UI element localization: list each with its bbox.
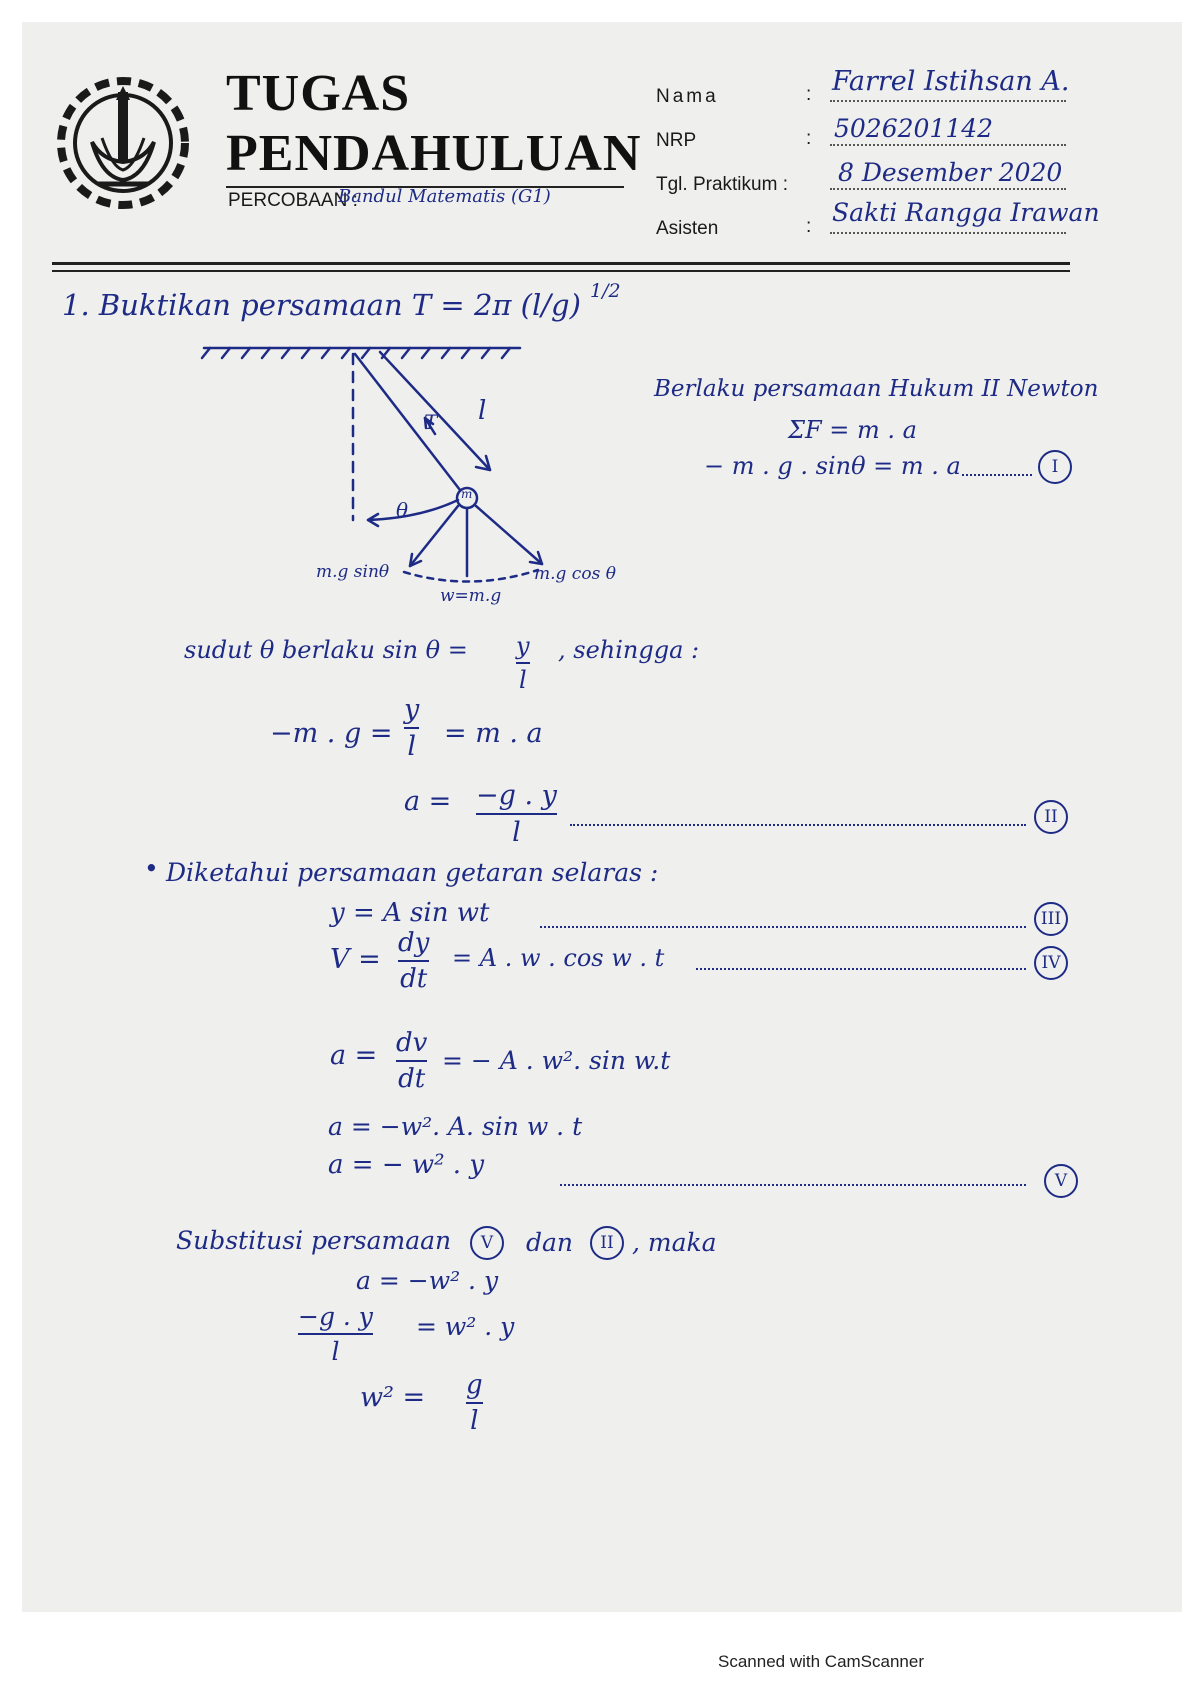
eq2-den: l <box>512 817 521 848</box>
subst-tag-II: II <box>590 1226 624 1260</box>
v-den: dt <box>400 964 428 994</box>
eq2-num: −g . y <box>476 780 557 811</box>
v-num: dy <box>398 928 430 958</box>
fraction-bar <box>298 1333 373 1335</box>
tag-IV: IV <box>1034 946 1068 980</box>
v-dots <box>696 968 1026 970</box>
getaran-text: Diketahui persamaan getaran selaras : <box>166 858 659 887</box>
s3-left: w² = <box>360 1382 426 1413</box>
fraction-bar <box>476 813 557 815</box>
s3-fraction <box>466 1370 483 1436</box>
sudut-den: l <box>518 666 527 694</box>
diagram-label-mg-sin: m.g sinθ <box>316 562 390 582</box>
a1-num: dv <box>396 1028 428 1058</box>
header-double-rule-bottom <box>52 270 1070 272</box>
eq2-dots <box>570 824 1026 826</box>
diagram-label-w: w=m.g <box>440 586 502 606</box>
tag-II: II <box>1034 800 1068 834</box>
camscanner-watermark: Scanned with CamScanner <box>718 1652 925 1671</box>
tgl-label: Tgl. Praktikum : <box>656 174 788 195</box>
diagram-label-theta: θ <box>396 498 409 522</box>
fraction-bar <box>398 960 429 962</box>
fraction-bar <box>466 1402 483 1404</box>
s1-equation: a = −w² . y <box>356 1266 499 1295</box>
nrp-line <box>830 144 1066 146</box>
eq1-right: = m . a <box>444 718 543 749</box>
subst-maka: , maka <box>632 1228 717 1257</box>
eq1-num: y <box>404 694 420 725</box>
asisten-label: Asisten <box>656 218 719 239</box>
paper-sheet <box>22 22 1182 1612</box>
diagram-label-l: l <box>478 396 487 426</box>
a2-equation: a = −w². A. sin w . t <box>328 1112 583 1141</box>
diagram-label-T: T <box>424 410 438 434</box>
a1-left: a = <box>330 1040 378 1071</box>
tgl-value: 8 Desember 2020 <box>838 158 1063 187</box>
eq1-fraction <box>404 694 419 762</box>
nama-colon: : <box>806 84 812 105</box>
eq2-fraction <box>476 780 557 848</box>
header-title-line2: PENDAHULUAN <box>226 125 642 182</box>
y-equation: y = A sin wt <box>330 898 490 928</box>
percobaan-value: Bandul Matematis (G1) <box>338 186 551 207</box>
s3-den: l <box>470 1406 479 1436</box>
v-right: = A . w . cos w . t <box>452 944 665 972</box>
question-text: 1. Buktikan persamaan T = 2π (l/g) <box>62 288 581 322</box>
a3-dots <box>560 1184 1026 1186</box>
fraction-bar <box>404 727 419 729</box>
y-dots <box>540 926 1026 928</box>
v-fraction <box>398 928 429 994</box>
nama-value: Farrel Istihsan A. <box>832 66 1070 97</box>
newton-line2: ΣF = m . a <box>788 416 917 444</box>
percobaan-label: PERCOBAAN : <box>228 190 358 211</box>
newton-dots <box>962 474 1032 476</box>
nrp-label: NRP <box>656 130 697 151</box>
fraction-bar <box>396 1060 427 1062</box>
s3-num: g <box>466 1370 483 1400</box>
header-title-line1: TUGAS <box>226 65 411 122</box>
eq1-left: −m . g = <box>270 718 393 749</box>
its-logo <box>52 72 194 214</box>
tag-I: I <box>1038 450 1072 484</box>
sudut-post: , sehingga : <box>558 636 700 664</box>
sudut-text: sudut θ berlaku sin θ = <box>184 636 468 664</box>
sudut-fraction <box>516 632 530 694</box>
subst-text: Substitusi persamaan <box>176 1226 452 1255</box>
nrp-value: 5026201142 <box>834 114 994 143</box>
eq2-left: a = <box>404 786 452 817</box>
nama-line <box>830 100 1066 102</box>
diagram-label-mg-cos: m.g cos θ <box>534 564 616 584</box>
tag-V: V <box>1044 1164 1078 1198</box>
a3-equation: a = − w² . y <box>328 1150 485 1180</box>
fraction-bar <box>516 662 530 664</box>
asisten-line <box>830 232 1066 234</box>
newton-line3: − m . g . sinθ = m . a <box>704 452 961 480</box>
s2-fraction <box>298 1302 373 1366</box>
asisten-colon: : <box>806 216 812 237</box>
s2-den: l <box>331 1337 340 1366</box>
a1-den: dt <box>398 1064 426 1094</box>
a1-right: = − A . w². sin w.t <box>442 1046 671 1075</box>
newton-line1: Berlaku persamaan Hukum II Newton <box>654 376 1099 402</box>
diagram-label-m: m <box>461 487 473 501</box>
tag-III: III <box>1034 902 1068 936</box>
s2-num: −g . y <box>298 1302 373 1331</box>
sudut-num: y <box>516 632 530 660</box>
header-double-rule-top <box>52 262 1070 265</box>
nrp-colon: : <box>806 128 812 149</box>
s2-right: = w² . y <box>416 1312 515 1341</box>
eq1-den: l <box>407 731 416 762</box>
question-exponent: 1/2 <box>590 280 621 302</box>
getaran-bullet: • <box>144 854 159 883</box>
subst-tag-V: V <box>470 1226 504 1260</box>
nama-label: Nama <box>656 86 719 107</box>
asisten-value: Sakti Rangga Irawan <box>832 198 1100 227</box>
a1-fraction <box>396 1028 427 1094</box>
v-left: V = <box>330 944 381 975</box>
tgl-line <box>830 188 1066 190</box>
subst-and: dan <box>526 1228 574 1257</box>
